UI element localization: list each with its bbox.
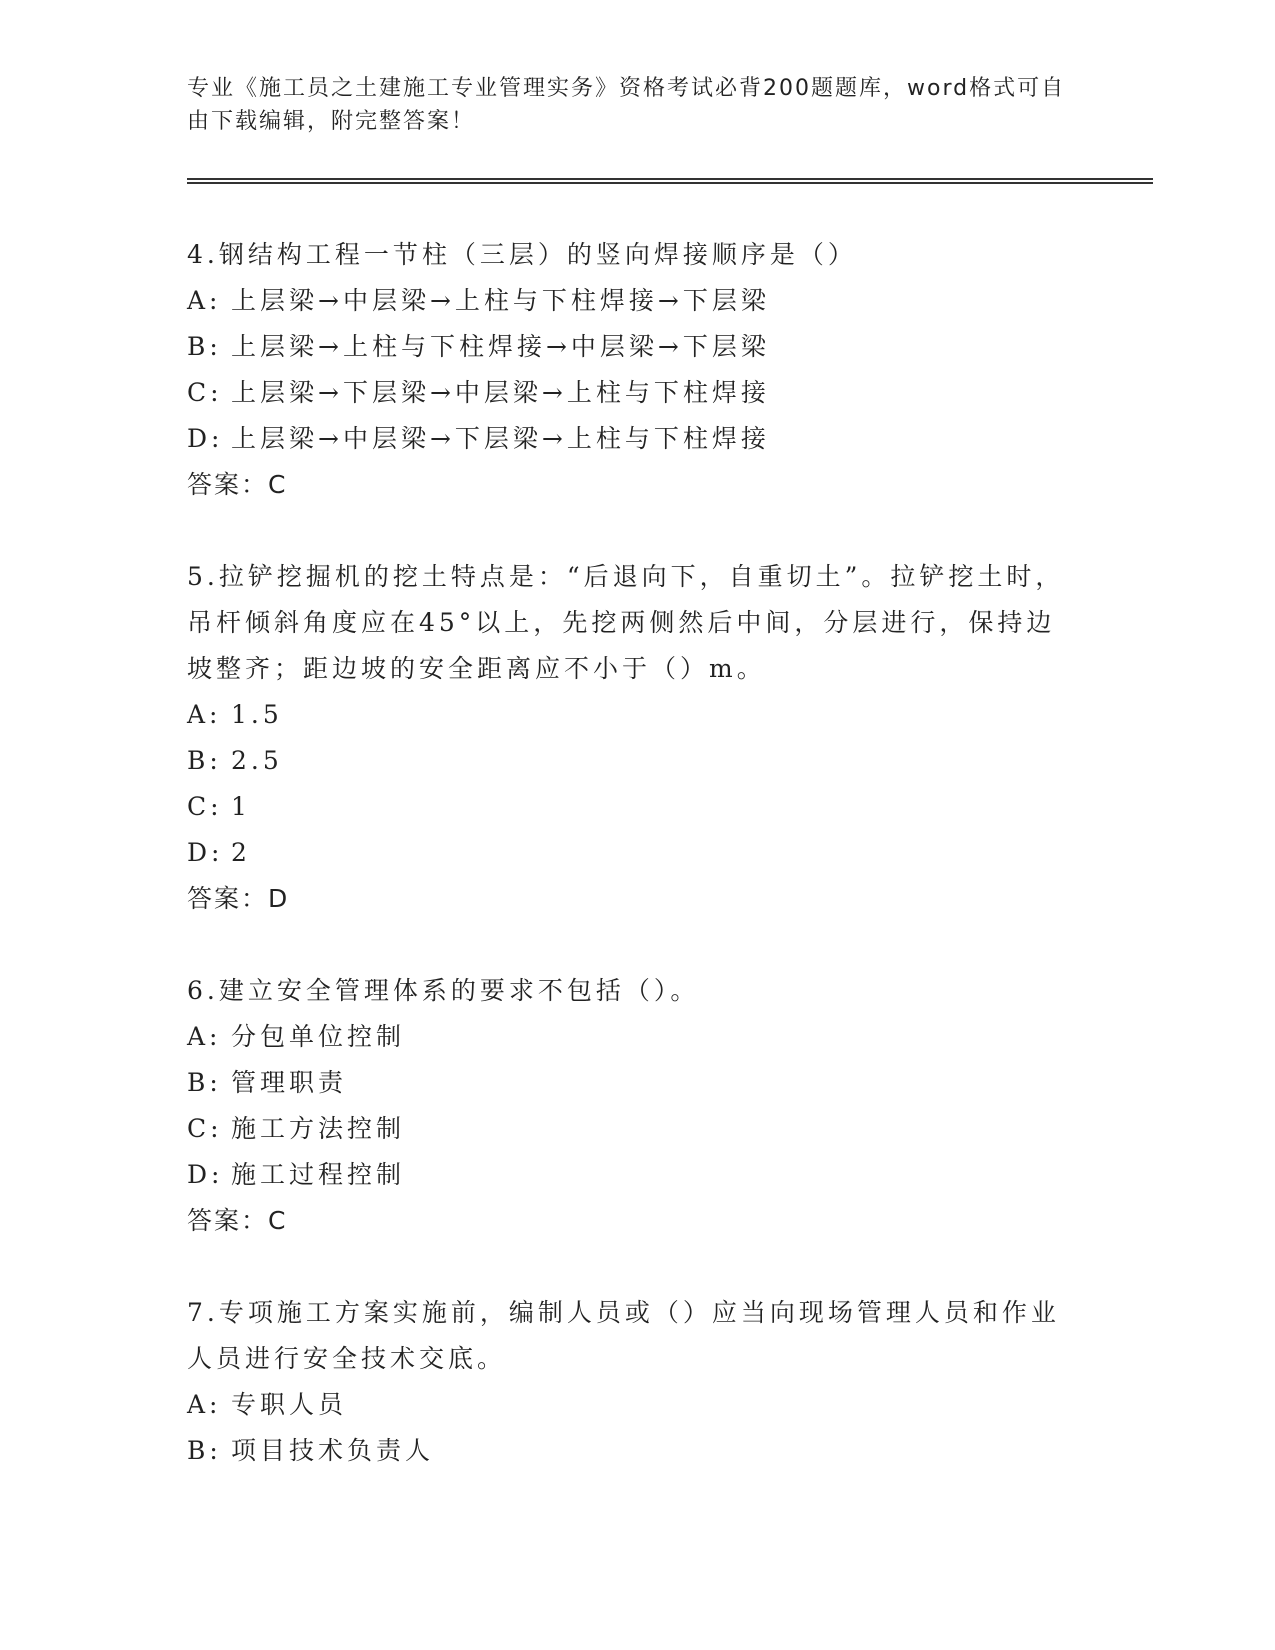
option-b [187,1060,1087,1106]
option-d [187,416,1087,462]
option-a [187,278,1087,324]
document-header: 专业《施工员之土建施工专业管理实务》资格考试必背200题题库，word格式可自由下载编辑，附完整答案！ [187,76,1066,134]
option-c [187,784,1087,830]
question-stem: 6.建立安全管理体系的要求不包括（）。 [187,976,700,1005]
option-b [187,324,1087,370]
option-text: 2.5 [231,746,283,775]
option-letter: B: [187,1436,222,1465]
question-7 [187,1290,1087,1474]
question-stem: 4.钢结构工程一节柱（三层）的竖向焊接顺序是（） [187,240,857,269]
option-b [187,738,1087,784]
option-text: 项目技术负责人 [231,1436,435,1465]
option-a [187,692,1087,738]
option-text: 1.5 [231,700,283,729]
option-letter: B: [187,332,222,361]
option-letter: A: [187,1022,222,1051]
option-a [187,1014,1087,1060]
option-letter: A: [187,700,222,729]
option-letter: A: [187,286,222,315]
option-text: 分包单位控制 [231,1022,406,1051]
option-letter: D: [187,424,224,453]
question-list [187,232,1087,1520]
option-d [187,1152,1087,1198]
option-text: 施工方法控制 [231,1114,406,1143]
option-letter: D: [187,1160,224,1189]
question-stem: 5.拉铲挖掘机的挖土特点是：“后退向下，自重切土”。拉铲挖土时，吊杆倾斜角度应在45°以上，先挖两侧然后中间，分层进行，保持边坡整齐；距边坡的安全距离应不小于（）m。 [187,562,1065,683]
option-a [187,1382,1087,1428]
option-text: 管理职责 [231,1068,348,1097]
option-letter: C: [187,378,223,407]
option-text: 2 [231,838,251,867]
option-letter: B: [187,1068,222,1097]
header-divider-top [187,178,1153,180]
option-letter: B: [187,746,222,775]
question-5 [187,554,1087,922]
answer-line: 答案：C [187,470,288,499]
option-d [187,830,1087,876]
question-4 [187,232,1087,508]
option-text: 施工过程控制 [231,1160,406,1189]
option-letter: D: [187,838,224,867]
option-text: 1 [231,792,251,821]
answer-line: 答案：C [187,1206,288,1235]
option-letter: C: [187,792,223,821]
option-text: 上层梁→下层梁→中层梁→上柱与下柱焊接 [231,378,770,407]
option-c [187,370,1087,416]
option-text: 上层梁→中层梁→下层梁→上柱与下柱焊接 [231,424,770,453]
option-c [187,1106,1087,1152]
question-stem: 7.专项施工方案实施前，编制人员或（）应当向现场管理人员和作业人员进行安全技术交底。 [187,1298,1060,1373]
option-text: 上层梁→上柱与下柱焊接→中层梁→下层梁 [231,332,770,361]
header-divider-bottom [187,182,1153,184]
option-letter: C: [187,1114,223,1143]
option-b [187,1428,1087,1474]
option-text: 专职人员 [231,1390,348,1419]
option-letter: A: [187,1390,222,1419]
option-text: 上层梁→中层梁→上柱与下柱焊接→下层梁 [231,286,770,315]
answer-line: 答案：D [187,884,290,913]
question-6 [187,968,1087,1244]
